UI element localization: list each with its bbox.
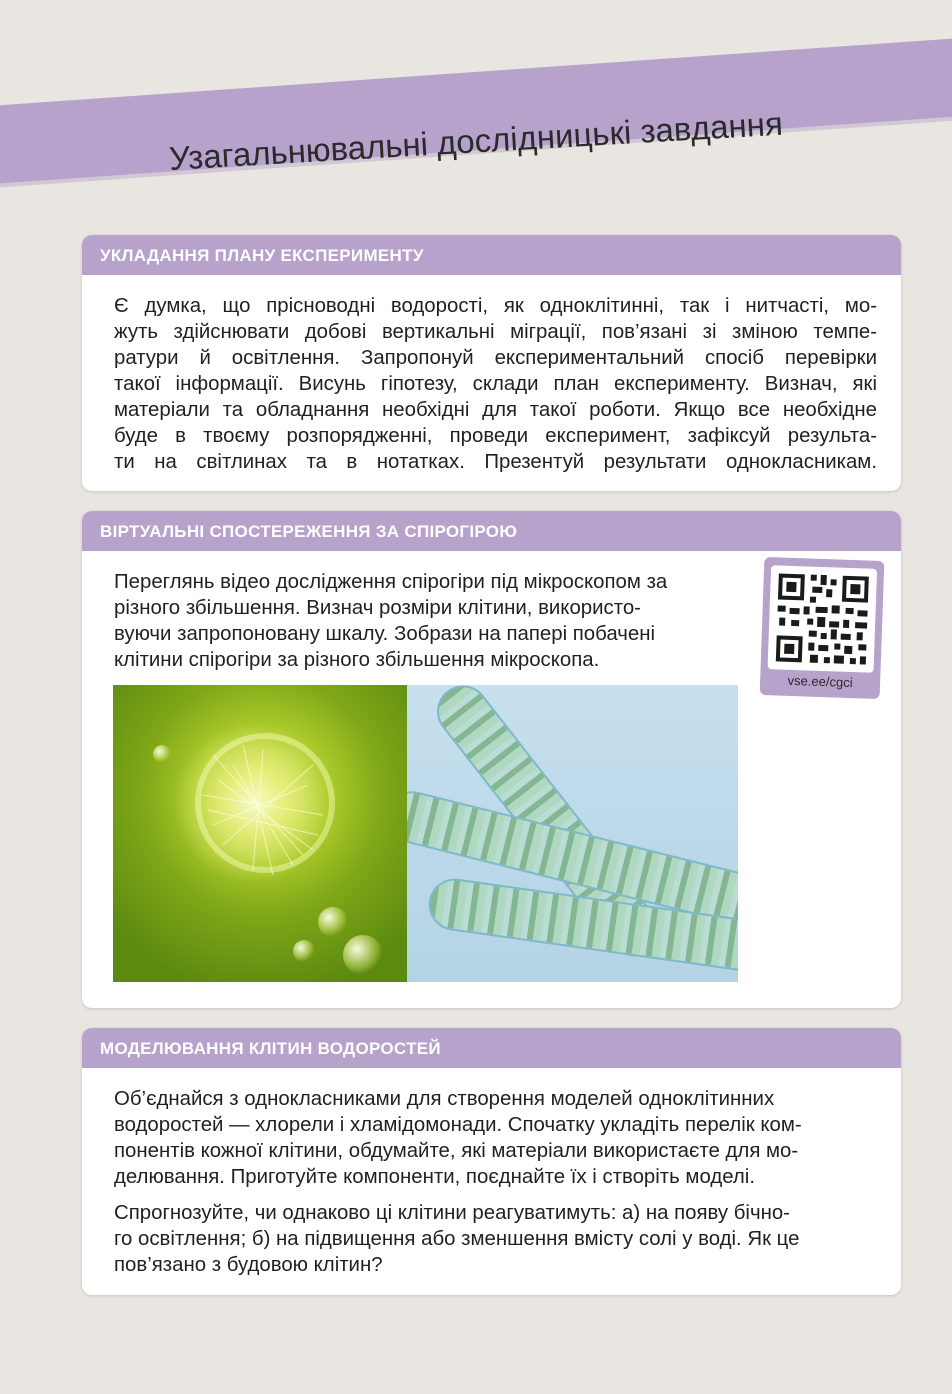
card-body-experiment-plan <box>82 275 901 491</box>
card-spirogyra-observation <box>82 511 901 1008</box>
text-line: понентів кожної клітини, обдумайте, які матеріали використаєте для мо- <box>114 1140 799 1162</box>
text-line: жуть здійснювати добові вертикальні міграції, пов’язані зі зміною темпе- <box>114 321 877 343</box>
text-line: Об’єднайся з однокласниками для створення моделей одноклітинних <box>114 1088 775 1110</box>
text-line: різного збільшення. Визнач розміри клітини, використо- <box>114 597 641 619</box>
text-line: Переглянь відео дослідження спірогіри під мікроскопом за <box>114 571 668 593</box>
title-banner <box>0 35 952 185</box>
text-line: ти на світлинах та в нотатках. Презентуй результати однокласникам. <box>114 451 877 473</box>
spirogyra-macro-photo <box>113 685 407 982</box>
text-line: Є думка, що прісноводні водорості, як одноклітинні, так і нитчасті, мо- <box>114 295 877 317</box>
spirogyra-photos <box>113 685 738 982</box>
text-line: делювання. Приготуйте компоненти, поєднайте їх і створіть моделі. <box>114 1166 755 1188</box>
spirogyra-microscope-photo <box>407 685 738 982</box>
qr-code-icon <box>768 565 878 673</box>
qr-code-link[interactable] <box>760 557 885 699</box>
card-body-modeling <box>82 1068 901 1294</box>
text-line: буде в твоєму розпорядженні, проведи експеримент, зафіксуй результа- <box>114 425 877 447</box>
card-algae-cell-modeling <box>82 1028 901 1295</box>
experiment-plan-text <box>114 293 877 475</box>
text-line: клітини спірогіри за різного збільшення мікроскопа. <box>114 649 600 671</box>
card-experiment-plan <box>82 235 901 491</box>
text-line: матеріали та обладнання необхідні для такої роботи. Якщо все необхідне <box>114 399 877 421</box>
card-header-experiment-plan: УКЛАДАННЯ ПЛАНУ ЕКСПЕРИМЕНТУ <box>82 235 901 275</box>
text-line: вуючи запропоновану шкалу. Зобрази на папері побачені <box>114 623 656 645</box>
card-header-spirogyra: ВІРТУАЛЬНІ СПОСТЕРЕЖЕННЯ ЗА СПІРОГІРОЮ <box>82 511 901 551</box>
text-line: водоростей — хлорели і хламідомонади. Спочатку укладіть перелік ком- <box>114 1114 802 1136</box>
card-header-modeling: МОДЕЛЮВАННЯ КЛІТИН ВОДОРОСТЕЙ <box>82 1028 901 1068</box>
spirogyra-text <box>114 569 740 673</box>
filament-strands <box>113 685 407 982</box>
text-line: такої інформації. Висунь гіпотезу, склади план експерименту. Визнач, які <box>114 373 877 395</box>
text-line: ратури й освітлення. Запропонуй експериментальний спосіб перевірки <box>114 347 877 369</box>
modeling-paragraph-2 <box>114 1200 877 1278</box>
text-line: го освітлення; б) на підвищення або зменшення вмісту солі у воді. Як це <box>114 1228 800 1250</box>
modeling-paragraph-1 <box>114 1086 877 1190</box>
text-line: Спрогнозуйте, чи однаково ці клітини реагуватимуть: а) на появу бічно- <box>114 1202 790 1224</box>
page-title: Узагальнювальні дослідницькі завдання <box>168 104 784 177</box>
qr-link-text[interactable]: vse.ee/cgci <box>787 672 853 691</box>
text-line: пов’язано з будовою клітин? <box>114 1254 383 1276</box>
